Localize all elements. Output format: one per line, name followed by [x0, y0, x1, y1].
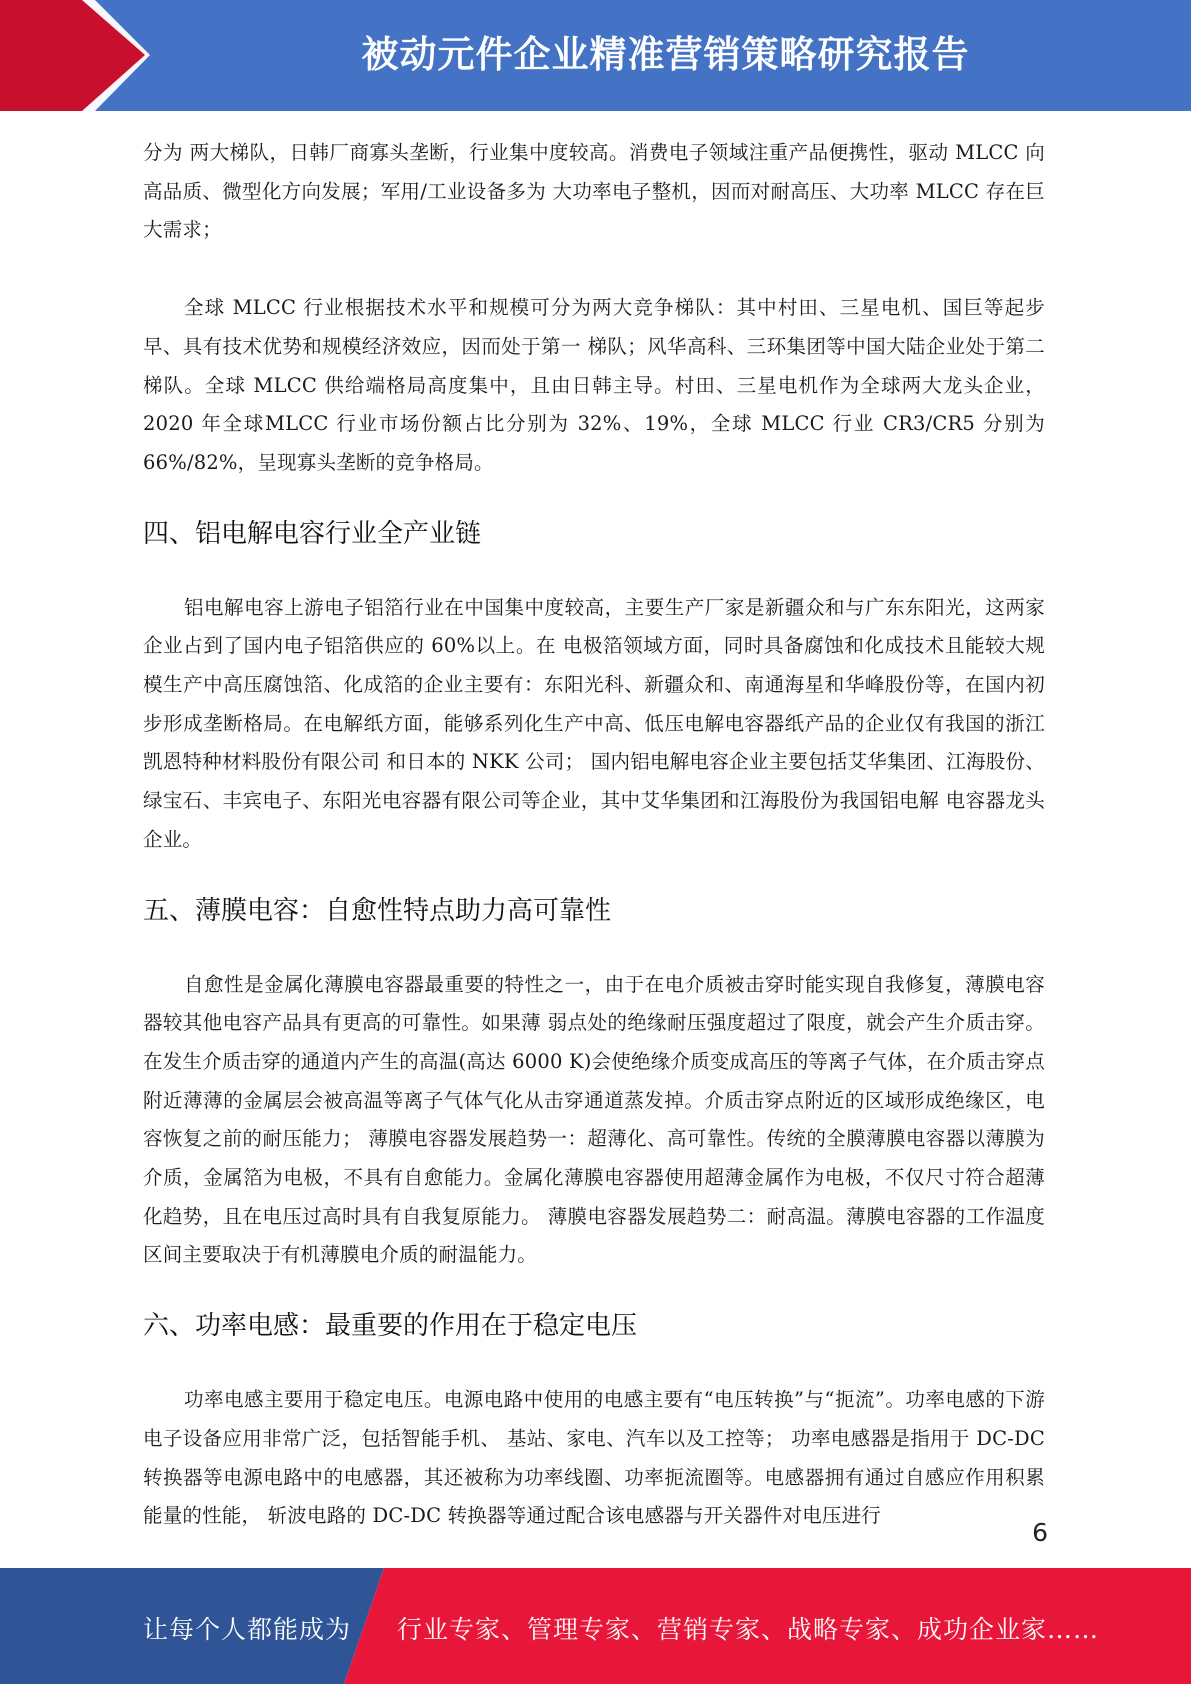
footer-slogan-right: 行业专家、管理专家、营销专家、战略专家、成功企业家……: [397, 1615, 1100, 1644]
page-number: 6: [1032, 1518, 1048, 1547]
main-content: [143, 134, 1045, 1536]
page-footer: [0, 1568, 1191, 1684]
section-heading-aluminum: 四、铝电解电容行业全产业链: [143, 518, 482, 549]
paragraph-film-capacitor: 自愈性是金属化薄膜电容器最重要的特性之一，由于在电介质被击穿时能实现自我修复，薄膜电容器较其他电容产品具有更高的可靠性。如果薄 弱点处的绝缘耐压强度超过了限度，就会产生介质击穿。在发生介质击穿的通道内产生的高温(高达 6000 K)会使绝缘介质变成高压的等离子气体，在介质击穿点附近薄薄的金属层会被高温等离子气体气化从击穿通道蒸发掉。介质击穿点附近的区域形成绝缘区，电容恢复之前的耐压能力； 薄膜电容器发展趋势一：超薄化、高可靠性。传统的全膜薄膜电容器以薄膜为介质，金属箔为电极，不具有自愈能力。金属化薄膜电容器使用超薄金属作为电极，不仅尺寸符合超薄化趋势，且在电压过高时具有自我复原能力。 薄膜电容器发展趋势二：耐高温。薄膜电容器的工作温度区间主要取决于有机薄膜电介质的耐温能力。: [143, 972, 1045, 1267]
report-title: 被动元件企业精准营销策略研究报告: [361, 33, 970, 76]
page-header: [0, 0, 1191, 111]
section-heading-film: 五、薄膜电容：自愈性特点助力高可靠性: [143, 895, 612, 926]
footer-slogan-left: 让每个人都能成为: [143, 1615, 352, 1644]
section-heading-inductor: 六、功率电感：最重要的作用在于稳定电压: [143, 1311, 638, 1342]
paragraph-mlcc-intro: 分为 两大梯队，日韩厂商寡头垄断，行业集中度较高。消费电子领域注重产品便携性，驱动 MLCC 向高品质、微型化方向发展；军用/工业设备多为 大功率电子整机，因而对耐高压、大功率 MLCC 存在巨大需求；: [143, 141, 1045, 242]
paragraph-mlcc-competition: 全球 MLCC 行业根据技术水平和规模可分为两大竞争梯队：其中村田、三星电机、国巨等起步早、具有技术优势和规模经济效应，因而处于第一 梯队；风华高科、三环集团等中国大陆企业处于第二梯队。全球 MLCC 供给端格局高度集中，且由日韩主导。村田、三星电机作为全球两大龙头企业，2020 年全球MLCC 行业市场份额占比分别为 32%、19%，全球 MLCC 行业 CR3/CR5 分别为 66%/82%，呈现寡头垄断的竞争格局。: [143, 296, 1045, 474]
paragraph-power-inductor: 功率电感主要用于稳定电压。电源电路中使用的电感主要有“电压转换”与“扼流”。功率电感的下游电子设备应用非常广泛，包括智能手机、 基站、家电、汽车以及工控等； 功率电感器是指用于 DC-DC 转换器等电源电路中的电感器，其还被称为功率线圈、功率扼流圈等。电感器拥有通过自感应作用积累能量的性能， 斩波电路的 DC-DC 转换器等通过配合该电感器与开关器件对电压进行: [143, 1388, 1045, 1528]
paragraph-aluminum-capacitor: 铝电解电容上游电子铝箔行业在中国集中度较高，主要生产厂家是新疆众和与广东东阳光，这两家企业占到了国内电子铝箔供应的 60%以上。在 电极箔领域方面，同时具备腐蚀和化成技术且能较大规模生产中高压腐蚀箔、化成箔的企业主要有：东阳光科、新疆众和、南通海星和华峰股份等，在国内初步形成垄断格局。在电解纸方面，能够系列化生产中高、低压电解电容器纸产品的企业仅有我国的浙江凯恩特种材料股份有限公司 和日本的 NKK 公司； 国内铝电解电容企业主要包括艾华集团、江海股份、绿宝石、丰宾电子、东阳光电容器有限公司等企业，其中艾华集团和江海股份为我国铝电解 电容器龙头企业。: [143, 595, 1045, 851]
